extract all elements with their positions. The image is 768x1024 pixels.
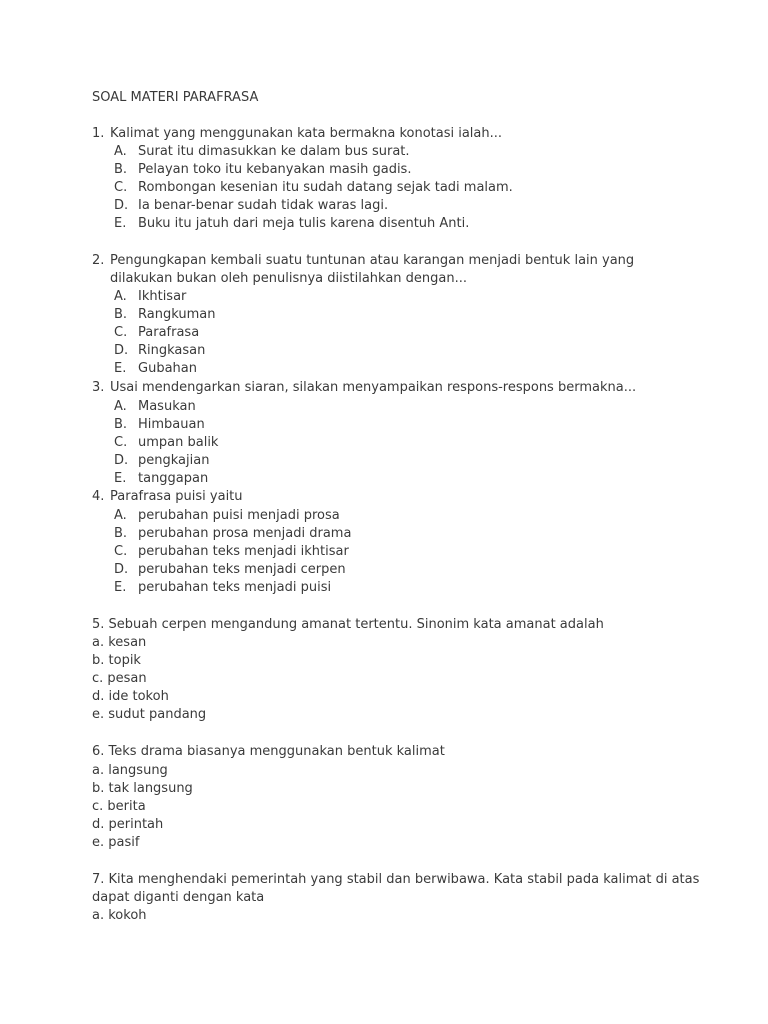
question-4-option-e: perubahan teks menjadi puisi [138, 580, 332, 595]
question-1-text: Kalimat yang menggunakan kata bermakna konotasi ialah... [110, 126, 503, 141]
question-5-option-e: e. sudut pandang [92, 707, 207, 722]
question-2-option-c-letter: C. [114, 325, 128, 340]
question-6-option-c: c. berita [92, 799, 146, 814]
question-1-option-b-letter: B. [114, 162, 128, 177]
question-6-text: 6. Teks drama biasanya menggunakan bentuk kalimat [92, 744, 445, 759]
question-5-option-c: c. pesan [92, 671, 147, 686]
question-2-option-d: Ringkasan [138, 343, 206, 358]
question-4-option-d: perubahan teks menjadi cerpen [138, 562, 346, 577]
question-4-number: 4. [92, 489, 105, 504]
question-7-option-a: a. kokoh [92, 908, 147, 923]
question-1-option-c-letter: C. [114, 180, 128, 195]
question-6-option-e: e. pasif [92, 835, 140, 850]
question-2-option-a-letter: A. [114, 289, 127, 304]
document-title: SOAL MATERI PARAFRASA [92, 90, 259, 105]
question-1-option-e: Buku itu jatuh dari meja tulis karena disentuh Anti. [138, 216, 470, 231]
question-3-number: 3. [92, 380, 105, 395]
question-6-option-b: b. tak langsung [92, 781, 193, 796]
question-4-option-c: perubahan teks menjadi ikhtisar [138, 544, 349, 559]
question-4-option-b-letter: B. [114, 526, 128, 541]
question-1-option-d-letter: D. [114, 198, 129, 213]
question-4-option-d-letter: D. [114, 562, 129, 577]
question-4-option-e-letter: E. [114, 580, 127, 595]
question-4-option-a-letter: A. [114, 508, 127, 523]
question-3-option-b-letter: B. [114, 417, 128, 432]
question-1-option-e-letter: E. [114, 216, 127, 231]
question-2-option-e-letter: E. [114, 361, 127, 376]
question-2-option-e: Gubahan [138, 361, 197, 376]
question-3-option-b: Himbauan [138, 417, 205, 432]
question-3-text: Usai mendengarkan siaran, silakan menyampaikan respons-respons bermakna... [110, 380, 637, 395]
question-3-option-a-letter: A. [114, 399, 127, 414]
question-3-option-e: tanggapan [138, 471, 209, 486]
question-3-option-c-letter: C. [114, 435, 128, 450]
question-5-option-a: a. kesan [92, 635, 147, 650]
question-4-option-a: perubahan puisi menjadi prosa [138, 508, 340, 523]
question-6-option-d: d. perintah [92, 817, 164, 832]
question-2-number: 2. [92, 253, 105, 268]
question-2-option-b-letter: B. [114, 307, 128, 322]
question-3-option-a: Masukan [138, 399, 196, 414]
question-7-text-line-1: 7. Kita menghendaki pemerintah yang stabil dan berwibawa. Kata stabil pada kalimat di atas [92, 872, 700, 887]
question-2-option-c: Parafrasa [138, 325, 200, 340]
question-5-option-d: d. ide tokoh [92, 689, 169, 704]
question-2-text-line-2: dilakukan bukan oleh penulisnya diistilahkan dengan... [110, 271, 468, 286]
question-1-option-b: Pelayan toko itu kebanyakan masih gadis. [138, 162, 412, 177]
question-3-option-e-letter: E. [114, 471, 127, 486]
question-1-option-c: Rombongan kesenian itu sudah datang sejak tadi malam. [138, 180, 513, 195]
question-4-text: Parafrasa puisi yaitu [110, 489, 243, 504]
question-1-option-d: Ia benar-benar sudah tidak waras lagi. [138, 198, 389, 213]
question-5-text: 5. Sebuah cerpen mengandung amanat tertentu. Sinonim kata amanat adalah [92, 617, 604, 632]
question-5-option-b: b. topik [92, 653, 141, 668]
question-3-option-d: pengkajian [138, 453, 210, 468]
question-1-option-a: Surat itu dimasukkan ke dalam bus surat. [138, 144, 410, 159]
question-1-number: 1. [92, 126, 105, 141]
question-2-option-d-letter: D. [114, 343, 129, 358]
question-4-option-c-letter: C. [114, 544, 128, 559]
question-2-option-a: Ikhtisar [138, 289, 187, 304]
question-7-text-line-2: dapat diganti dengan kata [92, 890, 265, 905]
question-6-option-a: a. langsung [92, 763, 168, 778]
question-4-option-b: perubahan prosa menjadi drama [138, 526, 352, 541]
question-3-option-c: umpan balik [138, 435, 219, 450]
question-2-text-line-1: Pengungkapan kembali suatu tuntunan atau karangan menjadi bentuk lain yang [110, 253, 635, 268]
question-2-option-b: Rangkuman [138, 307, 216, 322]
question-3-option-d-letter: D. [114, 453, 129, 468]
question-1-option-a-letter: A. [114, 144, 127, 159]
